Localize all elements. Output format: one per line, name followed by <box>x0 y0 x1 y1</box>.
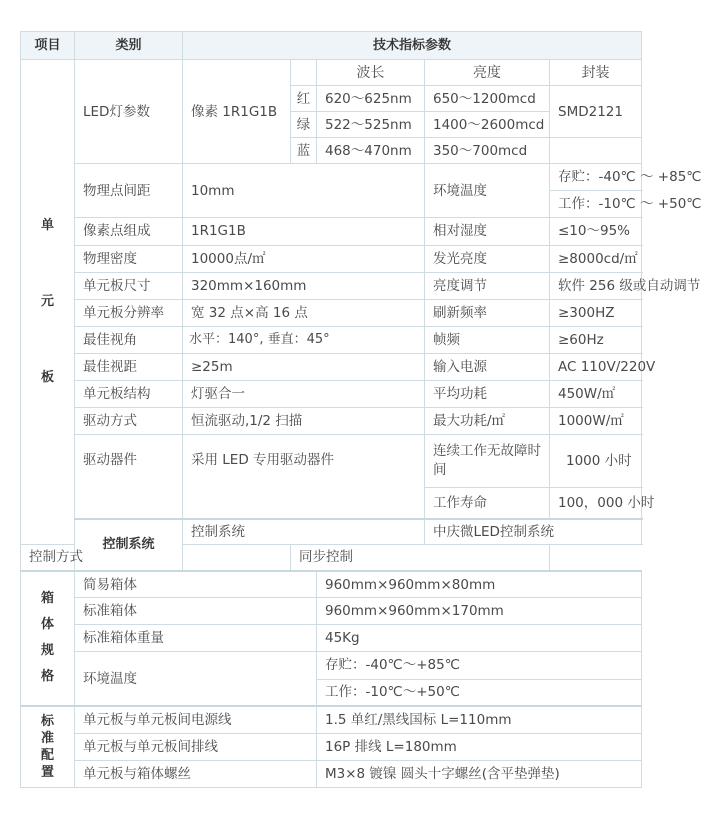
env-temp-work: 工作：-10℃ ～ +50℃ <box>550 191 642 218</box>
spec-value: ≥60Hz <box>550 326 642 353</box>
cabinet-row <box>21 571 642 598</box>
control-row <box>21 519 642 545</box>
control-row-value: 同步控制 <box>291 545 550 571</box>
pitch-value: 10mm <box>183 164 425 218</box>
spec-value: 宽 32 点×高 16 点 <box>183 299 425 326</box>
spec-value: 恒流驱动,1/2 扫描 <box>183 407 425 434</box>
spec-value: ≤10～95% <box>550 218 642 245</box>
cabinet-row-label: 简易箱体 <box>75 571 317 598</box>
led-params-label: LED灯参数 <box>75 60 183 164</box>
spec-label: 输入电源 <box>425 353 550 380</box>
wave-red: 620～625nm <box>317 86 425 112</box>
table-row <box>21 245 642 272</box>
spec-label: 最佳视距 <box>75 353 183 380</box>
table-row <box>21 380 642 407</box>
table-row <box>21 326 642 353</box>
cabinet-row <box>21 625 642 652</box>
header-category: 类别 <box>75 32 183 60</box>
table-row <box>21 407 642 434</box>
driver-row <box>21 434 642 487</box>
spec-value: 水平：140°, 垂直：45° <box>183 326 425 353</box>
spec-label: 最大功耗/㎡ <box>425 407 550 434</box>
spec-value: AC 110V/220V <box>550 353 642 380</box>
cabinet-row <box>21 598 642 625</box>
wave-header: 波长 <box>317 60 425 86</box>
header-row <box>21 32 642 60</box>
cabinet-label: 箱 体 规 格 <box>21 571 75 706</box>
spec-label: 物理密度 <box>75 245 183 272</box>
bright-header: 亮度 <box>425 60 550 86</box>
package-value: SMD2121 <box>550 86 642 138</box>
spec-table <box>20 31 701 788</box>
cabinet-env-store: 存贮：-40℃～+85℃ <box>317 652 642 679</box>
unit-board-label: 单 元 板 <box>21 60 75 545</box>
cabinet-row-value: 45Kg <box>317 625 642 652</box>
spec-label: 单元板结构 <box>75 380 183 407</box>
spec-label: 最佳视角 <box>75 326 183 353</box>
spec-label: 亮度调节 <box>425 272 550 299</box>
spec-label: 刷新频率 <box>425 299 550 326</box>
driver-label: 驱动器件 <box>75 434 183 518</box>
standard-row <box>21 706 642 733</box>
table-row <box>21 353 642 380</box>
table-row <box>21 218 642 245</box>
package-header: 封装 <box>550 60 642 86</box>
spec-label: 平均功耗 <box>425 380 550 407</box>
spec-value: 1000W/㎡ <box>550 407 642 434</box>
env-temp-store: 存贮：-40℃ ～ +85℃ <box>550 164 642 191</box>
spec-value: 450W/㎡ <box>550 380 642 407</box>
spec-label: 相对湿度 <box>425 218 550 245</box>
driver-value: 采用 LED 专用驱动器件 <box>183 434 425 518</box>
pitch-row <box>21 164 642 191</box>
control-row-label: 控制系统 <box>183 519 425 545</box>
spec-label: 单元板分辨率 <box>75 299 183 326</box>
control-label: 控制系统 <box>75 519 183 571</box>
life-label: 工作寿命 <box>425 488 550 519</box>
bright-blue: 350～700mcd <box>425 138 550 164</box>
led-pixel: 像素 1R1G1B <box>183 60 291 164</box>
standard-row-value: 1.5 单红/黑线国标 L=110mm <box>317 706 642 733</box>
spec-value: 灯驱合一 <box>183 380 425 407</box>
spec-table-container <box>20 31 701 788</box>
cabinet-row-label: 标准箱体重量 <box>75 625 317 652</box>
spec-value: 320mm×160mm <box>183 272 425 299</box>
cabinet-env-row <box>21 652 642 679</box>
spec-label: 发光亮度 <box>425 245 550 272</box>
control-row-label: 控制方式 <box>21 545 291 571</box>
spec-value: ≥300HZ <box>550 299 642 326</box>
color-red: 红 <box>291 86 317 112</box>
wave-blue: 468～470nm <box>317 138 425 164</box>
pitch-label: 物理点间距 <box>75 164 183 218</box>
control-row-value: 中庆微LED控制系统 <box>425 519 642 545</box>
spec-value: ≥25m <box>183 353 425 380</box>
spec-label: 像素点组成 <box>75 218 183 245</box>
table-row <box>21 299 642 326</box>
mtbf-value: 1000 小时 <box>550 434 642 487</box>
color-blue: 蓝 <box>291 138 317 164</box>
standard-row-label: 单元板与单元板间排线 <box>75 733 317 760</box>
standard-label: 标 准 配 置 <box>21 706 75 787</box>
spec-value: 10000点/㎡ <box>183 245 425 272</box>
cabinet-row-value: 960mm×960mm×80mm <box>317 571 642 598</box>
cabinet-env-label: 环境温度 <box>75 652 317 706</box>
color-green: 绿 <box>291 112 317 138</box>
cabinet-row-label: 标准箱体 <box>75 598 317 625</box>
life-value: 100，000 小时 <box>550 488 642 519</box>
header-item: 项目 <box>21 32 75 60</box>
spec-label: 驱动方式 <box>75 407 183 434</box>
spec-label: 帧频 <box>425 326 550 353</box>
wave-green: 522～525nm <box>317 112 425 138</box>
standard-row-label: 单元板与箱体螺丝 <box>75 760 317 787</box>
standard-row <box>21 760 642 787</box>
mtbf-label: 连续工作无故障时间 <box>425 434 550 487</box>
standard-row <box>21 733 642 760</box>
header-spec: 技术指标参数 <box>183 32 642 60</box>
cabinet-row-value: 960mm×960mm×170mm <box>317 598 642 625</box>
bright-green: 1400～2600mcd <box>425 112 550 138</box>
table-row <box>21 272 642 299</box>
bright-red: 650～1200mcd <box>425 86 550 112</box>
standard-row-label: 单元板与单元板间电源线 <box>75 706 317 733</box>
standard-row-value: 16P 排线 L=180mm <box>317 733 642 760</box>
spec-label: 单元板尺寸 <box>75 272 183 299</box>
env-temp-label: 环境温度 <box>425 164 550 218</box>
spec-value: 1R1G1B <box>183 218 425 245</box>
cabinet-env-work: 工作：-10℃～+50℃ <box>317 679 642 706</box>
standard-row-value: M3×8 镀镍 圆头十字螺丝(含平垫弹垫) <box>317 760 642 787</box>
led-head-row <box>21 60 642 86</box>
spec-value: ≥8000cd/㎡ <box>550 245 642 272</box>
spec-value: 软件 256 级或自动调节 <box>550 272 642 299</box>
